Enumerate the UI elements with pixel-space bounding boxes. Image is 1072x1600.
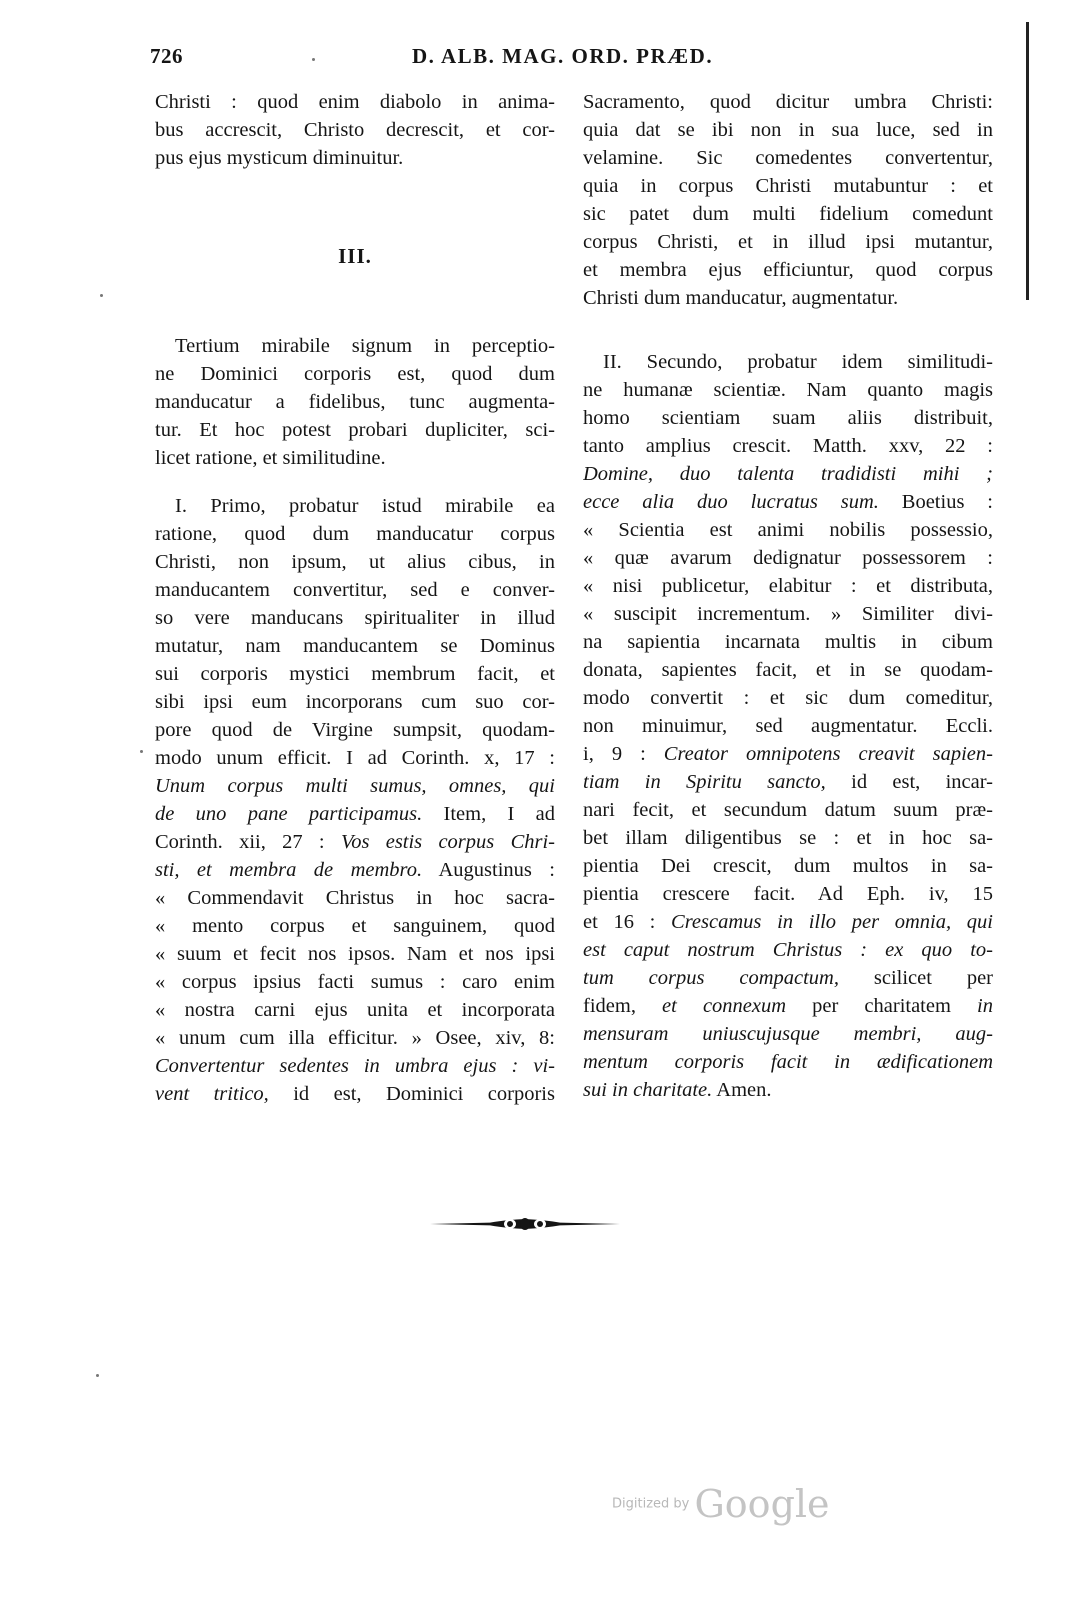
- text-line: et membra ejus efficiuntur, quod corpus: [583, 259, 993, 281]
- right-paragraph-continuation: [583, 88, 993, 312]
- page-number: 726: [150, 44, 183, 68]
- scripture-quote: est caput nostrum Christus : ex quo to-: [583, 939, 993, 961]
- text-run: Item, I ad: [422, 803, 555, 825]
- scripture-quote: mensuram uniuscujusque membri, aug-: [583, 1023, 993, 1045]
- text-line: [583, 1076, 993, 1104]
- scripture-quote: Vos estis corpus Chri-: [340, 831, 555, 853]
- text-line: quia in corpus Christi mutabuntur : et: [583, 175, 993, 197]
- text-line: tanto amplius crescit. Matth. xxv, 22 :: [583, 435, 993, 457]
- text-line: [583, 908, 993, 936]
- scripture-quote: Crescamus in illo per omnia, qui: [671, 911, 993, 933]
- spacer: [155, 270, 555, 332]
- text-line: manducatur a fidelibus, tunc augmenta-: [155, 391, 555, 413]
- text-line: Sacramento, quod dicitur umbra Christi:: [583, 91, 993, 113]
- text-line: pientia Dei crescit, dum multos in sa-: [583, 855, 993, 877]
- text-run: Amen.: [712, 1079, 772, 1101]
- scripture-quote: vent tritico,: [155, 1083, 269, 1105]
- text-line: ratione, quod dum manducatur corpus: [155, 523, 555, 545]
- text-line: [155, 828, 555, 856]
- text-line: Christi, non ipsum, ut alius cibus, in: [155, 551, 555, 573]
- text-run: Augustinus :: [422, 859, 555, 881]
- text-line: [583, 768, 993, 796]
- left-paragraph-intro: [155, 332, 555, 472]
- text-line: [155, 856, 555, 884]
- right-column: [583, 88, 993, 1104]
- section-heading: III.: [338, 244, 372, 268]
- spacer: [155, 172, 555, 242]
- scan-edge-rule: [1026, 22, 1029, 300]
- text-line: corpus Christi, et in illud ipsi mutantur,: [583, 231, 993, 253]
- digitization-watermark: [612, 1482, 830, 1526]
- text-line: quia dat se ibi non in sua luce, sed in: [583, 119, 993, 141]
- text-line: mutatur, nam manducantem se Dominus: [155, 635, 555, 657]
- text-line: I. Primo, probatur istud mirabile ea: [175, 495, 555, 517]
- text-line: [583, 936, 993, 964]
- text-line: licet ratione, et similitudine.: [155, 447, 386, 469]
- text-line: « Commendavit Christus in hoc sacra-: [155, 887, 555, 909]
- text-line: sui corporis mystici membrum facit, et: [155, 663, 555, 685]
- text-line: [583, 1020, 993, 1048]
- text-line: II. Secundo, probatur idem similitudi-: [603, 351, 993, 373]
- text-run: Corinth. xii, 27 :: [155, 831, 341, 853]
- left-paragraph-continuation: [155, 88, 555, 172]
- text-line: ne humanæ scientiæ. Nam quanto magis: [583, 379, 993, 401]
- scripture-quote: sui in charitate.: [583, 1079, 713, 1101]
- text-line: bet illam diligentibus se : et in hoc sa-: [583, 827, 993, 849]
- page-header: [150, 40, 990, 80]
- text-line: « nostra carni ejus unita et incorporata: [155, 999, 555, 1021]
- running-head: D. ALB. MAG. ORD. PRÆD.: [412, 44, 714, 68]
- end-ornament-icon: [430, 1214, 620, 1234]
- scripture-quote: tum corpus compactum,: [583, 967, 839, 989]
- text-line: [583, 460, 993, 488]
- text-line: [155, 1052, 555, 1080]
- text-line: « suum et fecit nos ipsos. Nam et nos ipsi: [155, 943, 555, 965]
- left-column: [155, 88, 555, 1108]
- text-line: modo convertit : et sic dum comeditur,: [583, 687, 993, 709]
- text-line: sic patet dum multi fidelium comedunt: [583, 203, 993, 225]
- text-line: ne Dominici corporis est, quod dum: [155, 363, 555, 385]
- scan-speck: [96, 1374, 99, 1377]
- text-run: i, 9 :: [583, 743, 664, 765]
- scripture-quote: de uno pane participamus.: [155, 803, 423, 825]
- text-line: bus accrescit, Christo decrescit, et cor-: [155, 119, 555, 141]
- text-line: velamine. Sic comedentes convertentur,: [583, 147, 993, 169]
- scripture-quote: ecce alia duo lucratus sum.: [583, 491, 879, 513]
- text-line: « nisi publicetur, elabitur : et distributa,: [583, 575, 993, 597]
- scripture-quote: Domine, duo talenta tradidisti mihi ;: [583, 463, 993, 485]
- scan-speck: [140, 750, 143, 753]
- scripture-quote: Creator omnipotens creavit sapien-: [663, 743, 993, 765]
- text-line: donata, sapientes facit, et in se quodam-: [583, 659, 993, 681]
- text-line: « mento corpus et sanguinem, quod: [155, 915, 555, 937]
- scripture-quote: Unum corpus multi sumus, omnes, qui: [155, 775, 555, 797]
- text-line: nari fecit, et secundum datum suum præ-: [583, 799, 993, 821]
- text-line: modo unum efficit. I ad Corinth. x, 17 :: [155, 747, 555, 769]
- text-line: non minuimur, sed augmentatur. Eccli.: [583, 715, 993, 737]
- spacer: [583, 312, 993, 348]
- scan-speck: [100, 294, 103, 297]
- text-line: [583, 964, 993, 992]
- text-line: Christi dum manducatur, augmentatur.: [583, 287, 899, 309]
- watermark-small-text: Digitized by: [612, 1496, 690, 1512]
- text-run: Boetius :: [878, 491, 993, 513]
- scripture-quote: Convertentur sedentes in umbra ejus : vi-: [155, 1055, 555, 1077]
- text-line: sibi ipsi eum incorporans cum suo cor-: [155, 691, 555, 713]
- text-line: tur. Et hoc potest probari dupliciter, sci-: [155, 419, 555, 441]
- text-line: « Scientia est animi nobilis possessio,: [583, 519, 993, 541]
- text-line: « corpus ipsius facti sumus : caro enim: [155, 971, 555, 993]
- text-line: [583, 1048, 993, 1076]
- scripture-quote: mentum corporis facit in ædificationem: [583, 1051, 993, 1073]
- text-line: [155, 800, 555, 828]
- text-line: pientia crescere facit. Ad Eph. iv, 15: [583, 883, 993, 905]
- spacer: [155, 472, 555, 492]
- text-run: et 16 :: [583, 911, 672, 933]
- scripture-quote: tiam in Spiritu sancto,: [583, 771, 826, 793]
- text-run: id est, incar-: [825, 771, 993, 793]
- text-run: fidem,: [583, 995, 663, 1017]
- scripture-quote: sti, et membra de membro.: [155, 859, 423, 881]
- text-line: « quæ avarum dedignatur possessorem :: [583, 547, 993, 569]
- watermark-logo-text: Google: [694, 1482, 830, 1526]
- right-paragraph-secundo: [583, 348, 993, 1104]
- text-line: [155, 772, 555, 800]
- left-paragraph-primo: [155, 492, 555, 1108]
- text-line: Christi : quod enim diabolo in anima-: [155, 91, 555, 113]
- scripture-quote: et connexum: [662, 995, 787, 1017]
- text-line: so vere manducans spiritualiter in illud: [155, 607, 555, 629]
- text-line: [583, 740, 993, 768]
- text-line: [583, 992, 993, 1020]
- text-line: pus ejus mysticum diminuitur.: [155, 147, 404, 169]
- scripture-quote: in: [977, 995, 993, 1017]
- text-line: « suscipit incrementum. » Similiter divi-: [583, 603, 993, 625]
- text-line: manducantem convertitur, sed e conver-: [155, 579, 555, 601]
- text-run: per charitatem: [786, 995, 978, 1017]
- text-line: [583, 488, 993, 516]
- text-run: id est, Dominici corporis: [268, 1083, 555, 1105]
- text-line: pore quod de Virgine sumpsit, quodam-: [155, 719, 555, 741]
- text-line: Tertium mirabile signum in perceptio-: [175, 335, 555, 357]
- text-line: homo scientiam suam aliis distribuit,: [583, 407, 993, 429]
- text-line: « unum cum illa efficitur. » Osee, xiv, 8:: [155, 1027, 555, 1049]
- text-line: na sapientia incarnata multis in cibum: [583, 631, 993, 653]
- text-line: [155, 1080, 555, 1108]
- text-run: scilicet per: [838, 967, 993, 989]
